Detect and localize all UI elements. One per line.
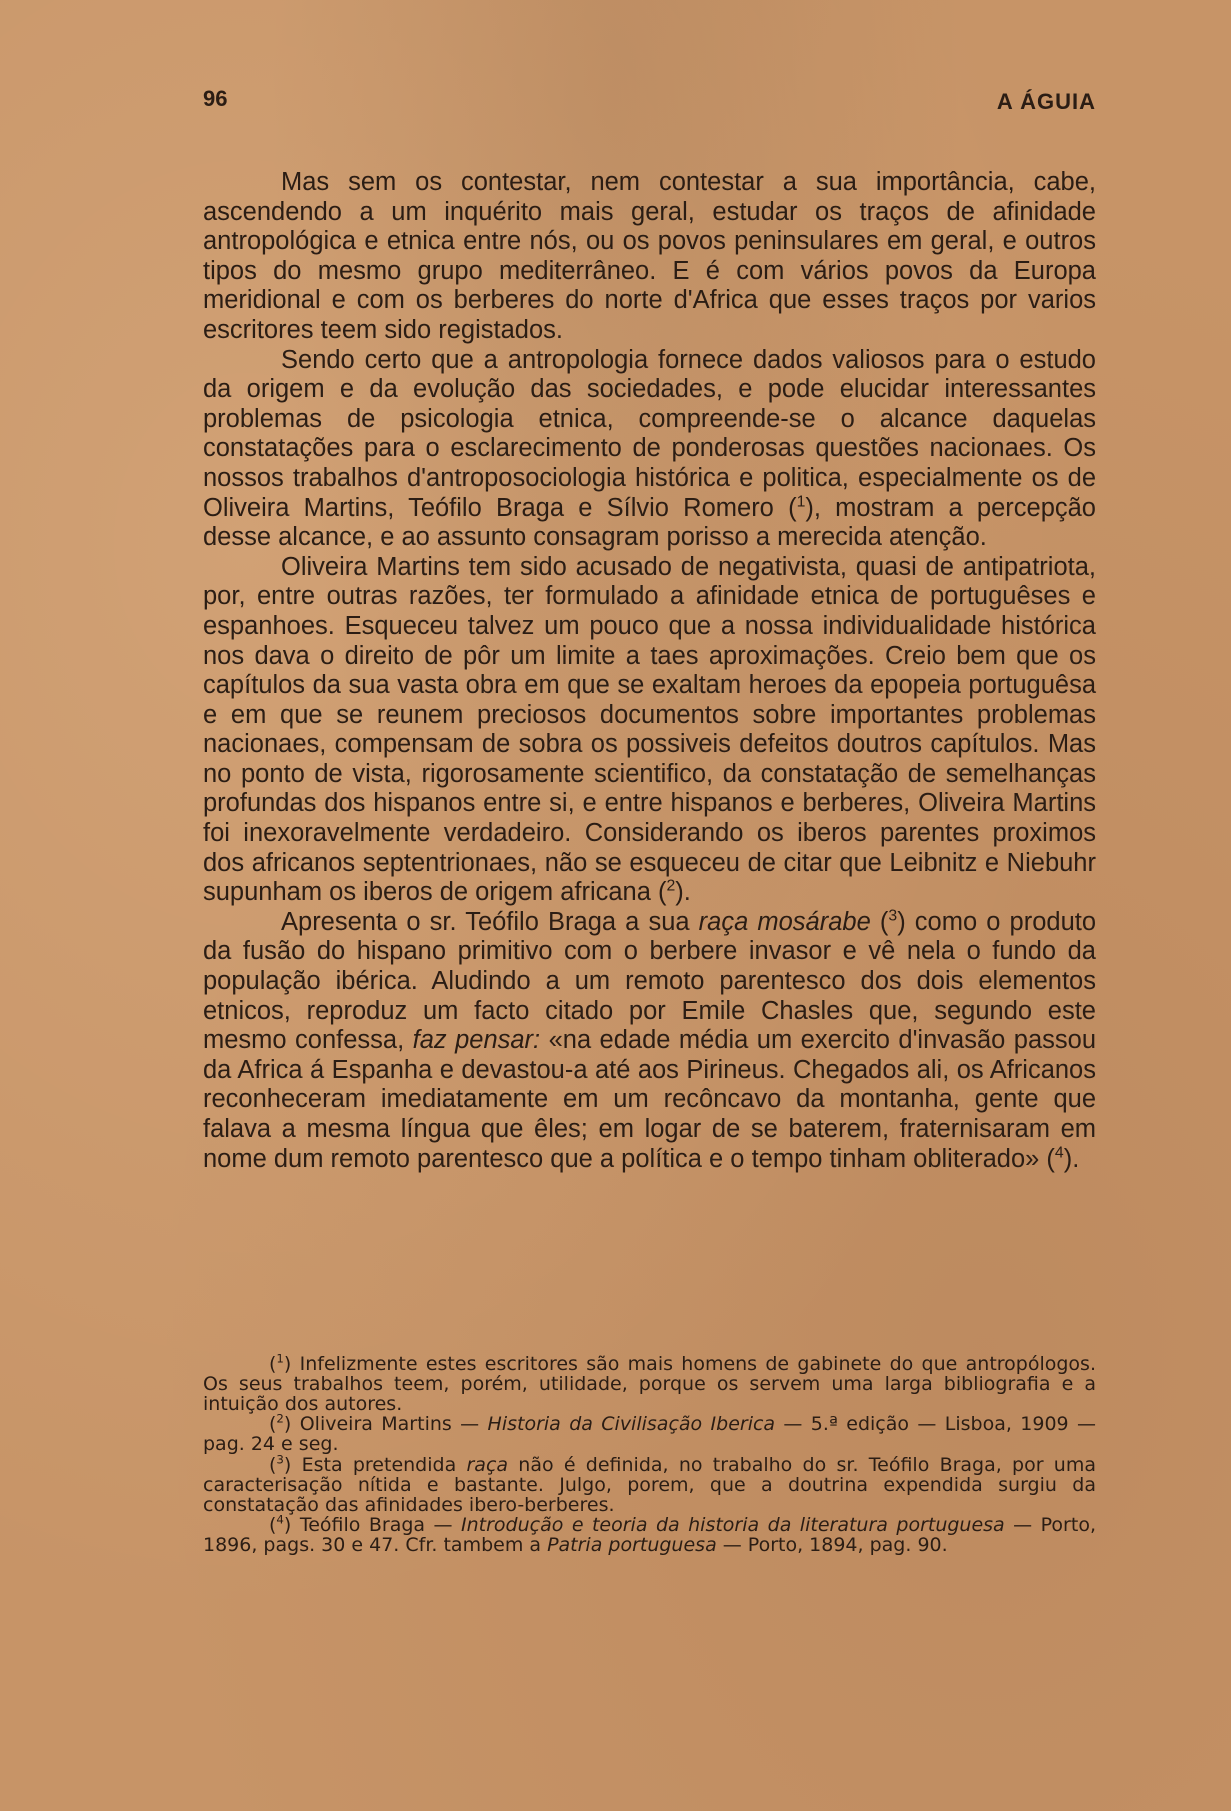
footnote-ref-3: 3	[888, 907, 898, 925]
paragraph-4	[203, 908, 1096, 1174]
paragraph-4-text-2: (	[870, 907, 889, 936]
footnote-4-number: 4	[276, 1513, 284, 1528]
paragraph-1	[203, 168, 1096, 346]
footnote-3-text-end: não é definida, no trabalho do sr. Teófilo Braga, por uma caracterisação nítida e bastante. Julgo, porem, que a doutrina expendida surgiu da constatação das afinidades ibero-berberes.	[203, 1453, 1096, 1516]
footnote-4-text-end: — Porto, 1894, pag. 90.	[716, 1534, 948, 1557]
footnote-2: ($^2$) Oliveira Martins — Historia da Civilisação Iberica — 5.ª edição — Lisboa, 1909 — pag. 24 e seg.	[203, 1412, 1096, 1456]
running-title: A ÁGUIA	[996, 89, 1096, 114]
footnote-1-text: Infelizmente estes escritores são mais homens de gabinete do que antropólogos. Os seus trabalhos teem, porém, utilidade, porque os servem uma larga bibliografia e a intuição dos autores.	[203, 1353, 1096, 1415]
footnote-2-text-end: — 5.ª edição — Lisboa, 1909 — pag. 24 e seg.	[203, 1413, 1096, 1456]
page-header	[203, 86, 1096, 126]
footnote-1: ($^1$) Infelizmente estes escritores são mais homens de gabinete do que antropólogos. Os seus trabalhos teem, porém, utilidade, porque os servem uma larga bibliografia e a intuição dos autores.	[203, 1351, 1096, 1415]
footnote-2-title: Historia da Civilisação Iberica	[487, 1413, 776, 1436]
body-text	[203, 168, 1096, 1174]
page-number: 96	[203, 86, 228, 111]
italic-term-raca-mosarabe: raça mosárabe	[698, 907, 871, 936]
paragraph-1-text: Mas sem os contestar, nem contestar a sua importância, cabe, ascendendo a um inquérito mais geral, estudar os traços de afinidade antropológica e etnica entre nós, ou os povos peninsulares em geral, e outros tipos do mesmo grupo mediterrâneo. E é com vários povos da Europa meridional e com os berberes do norte d'Africa que esses traços por varios escritores teem sido registados.	[203, 168, 1096, 344]
paragraph-2-text: Sendo certo que a antropologia fornece dados valiosos para o estudo da origem e da evolução das sociedades, e pode elucidar interessantes problemas de psicologia etnica, compreende-se o alcance daquelas constatações para o esclarecimento de ponderosas questões nacionaes. Os nossos trabalhos d'antroposociologia histórica e politica, especialmente os de Oliveira Martins, Teófilo Braga e Sílvio Romero (	[203, 345, 1096, 522]
footnote-4-title-1: Introdução e teoria da historia da literatura portuguesa	[461, 1514, 1005, 1537]
paragraph-2-text-end: ), mostram a percepção desse alcance, e ao assunto consagram porisso a merecida atenção.	[203, 493, 1096, 552]
footnote-ref-2: 2	[666, 877, 676, 895]
footnote-4-text: Teófilo Braga —	[291, 1514, 461, 1537]
footnote-3-text: Esta pretendida	[291, 1453, 467, 1476]
paragraph-3-text: Oliveira Martins tem sido acusado de negativista, quasi de antipatriota, por, entre outras razões, ter formulado a afinidade etnica de portuguêses e espanhoes. Esqueceu talvez um pouco que a nossa individualidade histórica nos dava o direito de pôr um limite a taes aproximações. Creio bem que os capítulos da sua vasta obra em que se exaltam heroes da epopeia portuguêsa e em que se reunem preciosos documentos sobre importantes problemas nacionaes, compensam de sobra os possiveis defeitos doutros capítulos. Mas no ponto de vista, rigorosamente scientifico, da constatação de semelhanças profundas dos hispanos entre si, e entre hispanos e berberes, Oliveira Martins foi inexoravelmente verdadeiro. Considerando os iberos parentes proximos dos africanos septentrionaes, não se esqueceu de citar que Leibnitz e Niebuhr supunham os iberos de origem africana (	[203, 552, 1096, 907]
italic-phrase-faz-pensar: faz pensar:	[412, 1026, 541, 1055]
paragraph-4-text: Apresenta o sr. Teófilo Braga a sua	[281, 907, 699, 936]
footnote-2-number: 2	[276, 1412, 284, 1427]
paragraph-3-text-end: ).	[675, 878, 691, 907]
footnote-2-text: Oliveira Martins —	[291, 1413, 488, 1436]
footnote-4-title-2: Patria portuguesa	[547, 1534, 717, 1557]
footnote-3-italic: raça	[466, 1453, 509, 1476]
footnotes	[203, 1351, 1096, 1557]
paragraph-2	[203, 346, 1096, 553]
paragraph-3	[203, 553, 1096, 908]
footnote-4: ($^4$) Teófilo Braga — Introdução e teoria da historia da literatura portuguesa — Porto, 1896, pags. 30 e 47. Cfr. tambem a Patria portuguesa — Porto, 1894, pag. 90.	[203, 1513, 1096, 1557]
footnote-1-number: 1	[276, 1351, 284, 1366]
footnote-ref-1: 1	[796, 493, 806, 511]
paragraph-4-text-3: ) como o produto da fusão do hispano primitivo com o berbere invasor e vê nela o fundo da população ibérica. Aludindo a um remoto parentesco dos dois elementos etnicos, reproduz um facto citado por Emile Chasles que, segundo este mesmo confessa,	[203, 907, 1097, 1055]
paragraph-4-text-end: ).	[1063, 1144, 1080, 1173]
paragraph-4-quote: «na edade média um exercito d'invasão passou da Africa á Espanha e devastou-a até aos Pirineus. Chegados ali, os Africanos reconheceram imediatamente em um recôncavo da montanha, gente que falava a mesma língua que êles; em logar de se baterem, fraternisaram em nome dum remoto parentesco que a política e o tempo tinham obliterado» (	[203, 1026, 1096, 1173]
footnote-3-number: 3	[276, 1452, 284, 1467]
footnote-3: ($^3$) Esta pretendida raça não é definida, no trabalho do sr. Teófilo Braga, por uma caracterisação nítida e bastante. Julgo, porem, que a doutrina expendida surgiu da constatação das afinidades ibero-berberes.	[203, 1452, 1096, 1516]
footnote-ref-4: 4	[1054, 1144, 1064, 1162]
footnote-4-text-2: — Porto, 1896, pags. 30 e 47. Cfr. tambem a	[203, 1514, 1096, 1557]
